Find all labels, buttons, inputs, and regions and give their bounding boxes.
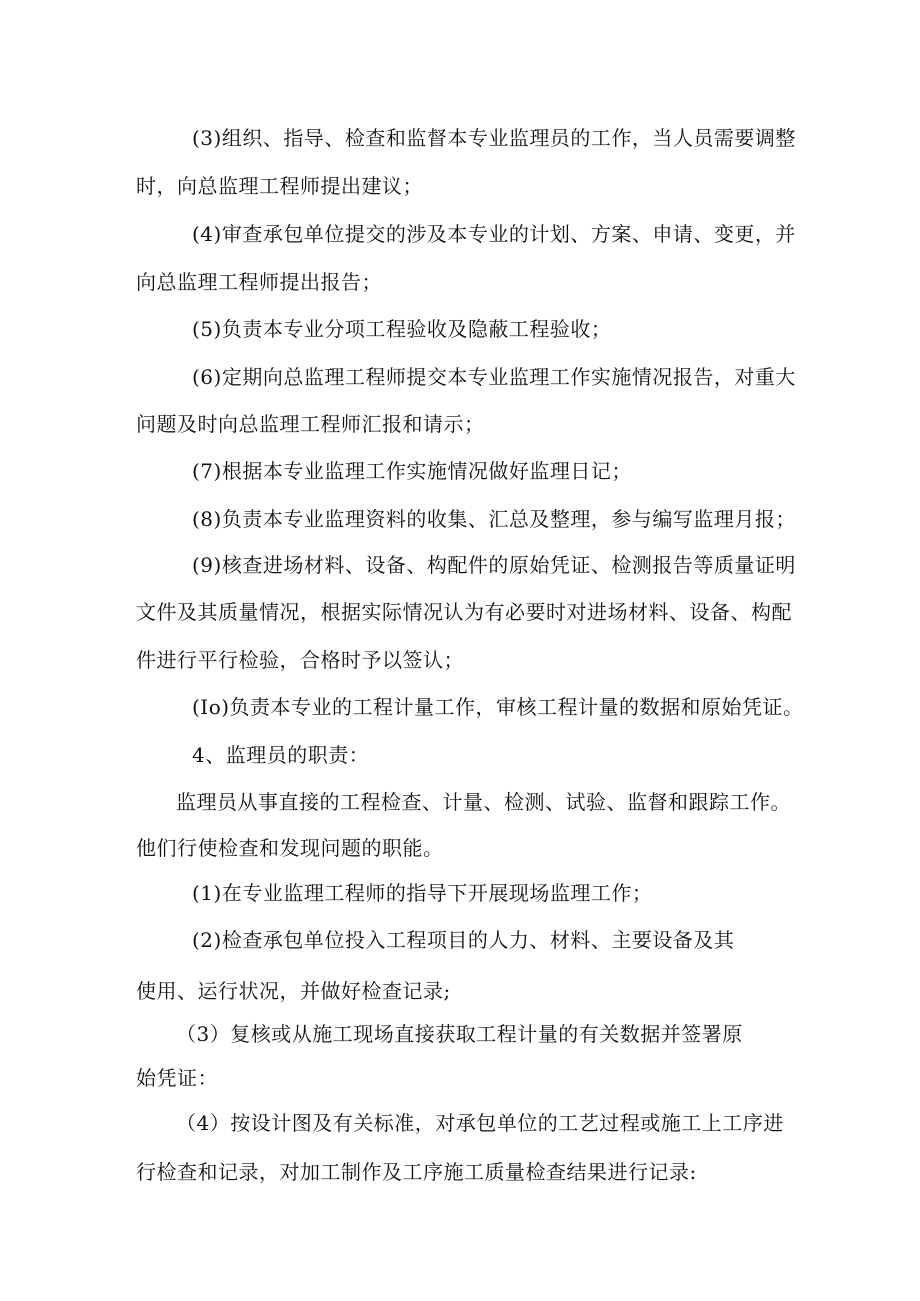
- duty-3-line-2: 始凭证：: [136, 1066, 218, 1090]
- paragraph-6-line-2: 问题及时向总监理工程师汇报和请示；: [136, 412, 485, 436]
- duty-4-line-1: （4）按设计图及有关标准，对承包单位的工艺过程或施工上工序进: [176, 1111, 784, 1135]
- intro-line-1: 监理员从事直接的工程检查、计量、检测、试验、监督和跟踪工作。: [176, 790, 791, 814]
- paragraph-4-line-2: 向总监理工程师提出报告；: [136, 270, 382, 294]
- paragraph-5-line-1: (5)负责本专业分项工程验收及隐蔽工程验收；: [192, 317, 612, 341]
- paragraph-4-line-1: (4)审查承包单位提交的涉及本专业的计划、方案、申请、变更，并: [192, 222, 796, 246]
- paragraph-8-line-1: (8)负责本专业监理资料的收集、汇总及整理，参与编写监理月报；: [192, 507, 796, 531]
- duty-4-line-2: 行检查和记录，对加工制作及工序施工质量检查结果进行记录:: [136, 1160, 697, 1184]
- paragraph-3-line-2: 时，向总监理工程师提出建议；: [136, 174, 423, 198]
- section-heading: 4、监理员的职责：: [192, 743, 370, 767]
- paragraph-6-line-1: (6)定期向总监理工程师提交本专业监理工作实施情况报告，对重大: [192, 365, 796, 389]
- duty-1-line-1: (1)在专业监理工程师的指导下开展现场监理工作；: [192, 881, 653, 905]
- paragraph-9-line-2: 文件及其质量情况，根据实际情况认为有必要时对进场材料、设备、构配: [136, 600, 792, 624]
- paragraph-9-line-1: (9)核查进场材料、设备、构配件的原始凭证、检测报告等质量证明: [192, 553, 796, 577]
- paragraph-10-line-1: (Io)负责本专业的工程计量工作，审核工程计量的数据和原始凭证。: [192, 695, 804, 719]
- paragraph-3-line-1: (3)组织、指导、检查和监督本专业监理员的工作，当人员需要调整: [192, 126, 796, 150]
- intro-line-2: 他们行使检查和发现问题的职能。: [136, 836, 444, 860]
- paragraph-7-line-1: (7)根据本专业监理工作实施情况做好监理日记；: [192, 459, 632, 483]
- paragraph-9-line-3: 件进行平行检验，合格时予以签认；: [136, 648, 464, 672]
- duty-2-line-1: (2)检查承包单位投入工程项目的人力、材料、主要设备及其: [192, 928, 735, 952]
- duty-2-line-2: 使用、运行状况，并做好检查记录;: [136, 979, 451, 1003]
- duty-3-line-1: （3）复核或从施工现场直接获取工程计量的有关数据并签署原: [176, 1022, 743, 1046]
